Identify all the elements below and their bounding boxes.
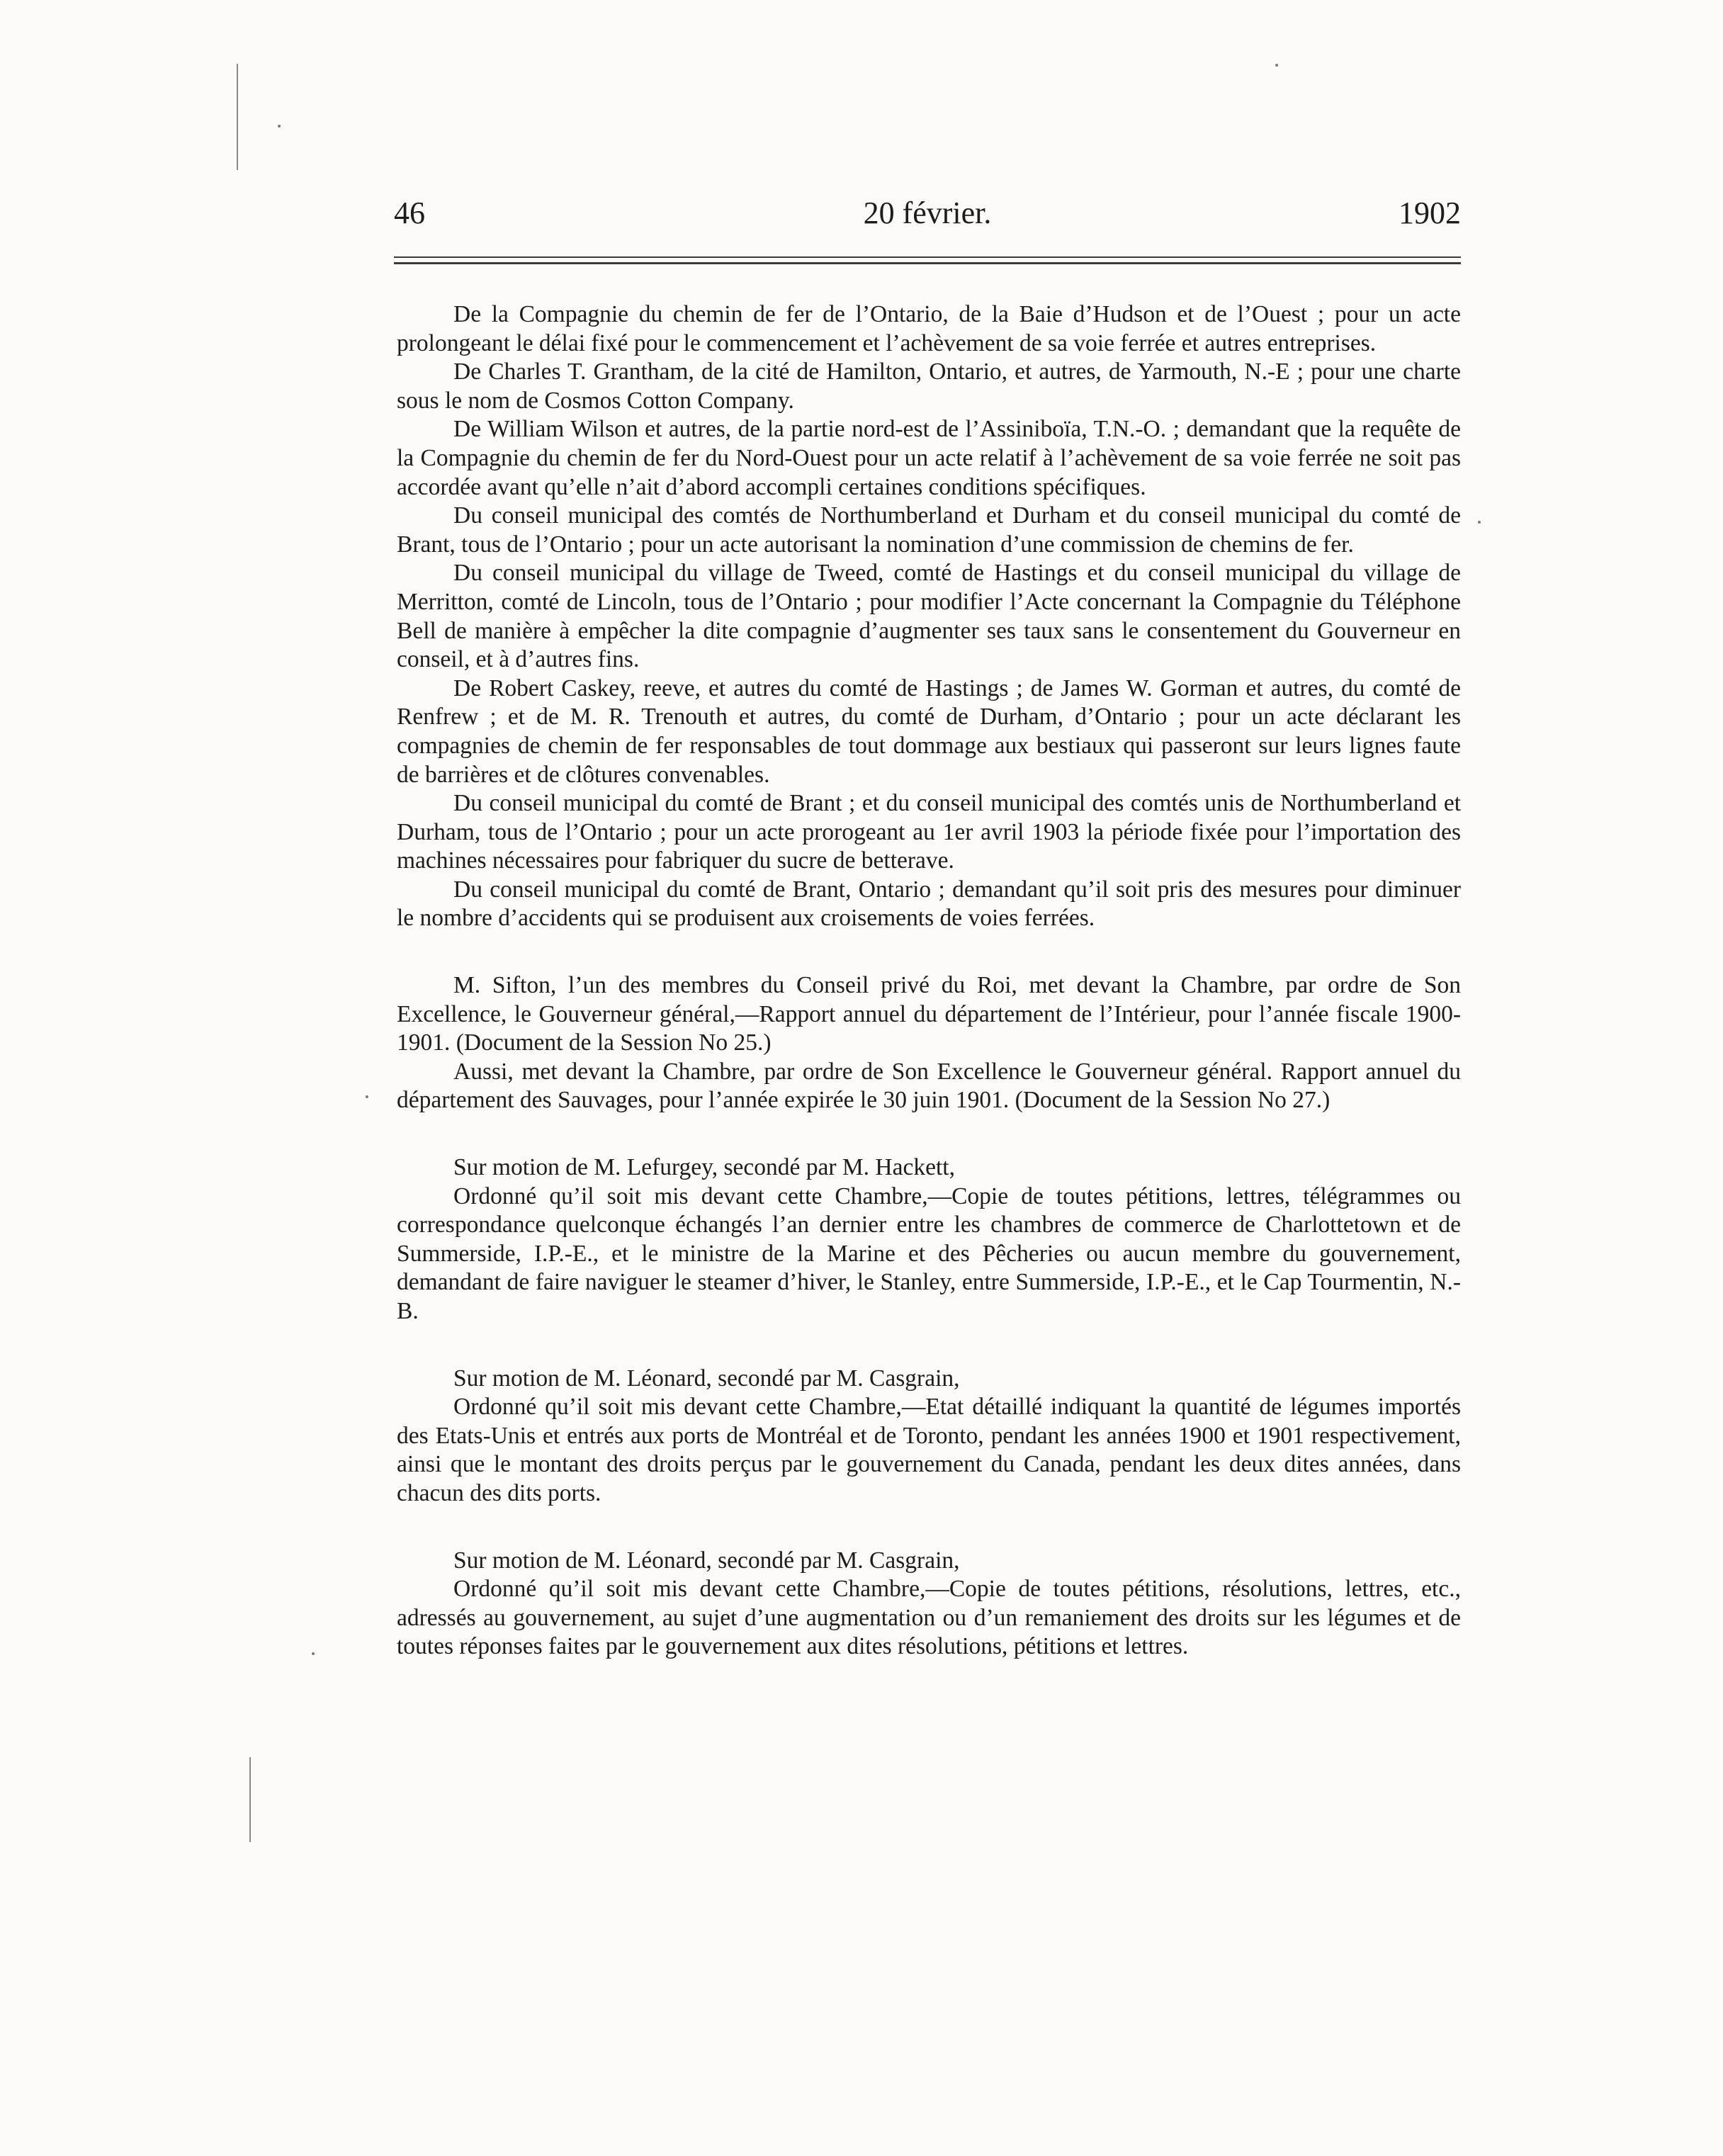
speck bbox=[366, 1095, 368, 1098]
speck bbox=[1275, 64, 1278, 67]
section-gap bbox=[397, 1115, 1461, 1153]
header-double-rule bbox=[394, 256, 1461, 269]
motion-section bbox=[397, 1365, 1461, 1508]
petition-paragraph: De la Compagnie du chemin de fer de l’Ontario, de la Baie d’Hudson et de l’Ouest ; pour un acte prolongeant le délai fixé pour le commencement et l’achèvement de sa voie ferrée et autres entreprises. bbox=[397, 301, 1461, 356]
header-date: 20 février. bbox=[863, 196, 992, 230]
motion-order: Ordonné qu’il soit mis devant cette Chambre,—Copie de toutes pétitions, résolutions, lettres, etc., adressés au gouvernement, au sujet d’une augmentation ou d’un remaniement des droits sur les légumes et de toutes réponses faites par le gouvernement aux dites résolutions, pétitions et lettres. bbox=[397, 1576, 1461, 1660]
header-rule bbox=[394, 256, 1461, 258]
motion-order: Ordonné qu’il soit mis devant cette Chambre,—Etat détaillé indiquant la quantité de légumes importés des Etats-Unis et entrés aux ports de Montréal et de Toronto, pendant les années 1900 et 1901 respectivement, ainsi que le montant des droits perçus par le gouvernement du Canada, pendant les deux dites années, dans chacun des dits ports. bbox=[397, 1394, 1461, 1506]
header-rule bbox=[394, 262, 1461, 264]
petitions-section bbox=[397, 300, 1461, 933]
petition-paragraph: Du conseil municipal des comtés de Northumberland et Durham et du conseil municipal du comté de Brant, tous de l’Ontario ; pour un acte autorisant la nomination d’une commission de chemins de fer. bbox=[397, 502, 1461, 558]
motion-section bbox=[397, 1547, 1461, 1661]
petition-paragraph: Du conseil municipal du village de Tweed, comté de Hastings et du conseil municipal du village de Merritton, comté de Lincoln, tous de l’Ontario ; pour modifier l’Acte concernant la Compagnie du Téléphone Bell de manière à empêcher la dite compagnie d’augmenter ses taux sans le consentement du Gouverneur en conseil, et à d’autres fins. bbox=[397, 560, 1461, 673]
motion-section bbox=[397, 1153, 1461, 1326]
petition-paragraph: Du conseil municipal du comté de Brant ; et du conseil municipal des comtés unis de Northumberland et Durham, tous de l’Ontario ; pour un acte prorogeant au 1er avril 1903 la période fixée pour l’importation des machines nécessaires pour fabriquer du sucre de betterave. bbox=[397, 790, 1461, 874]
report-paragraph: M. Sifton, l’un des membres du Conseil privé du Roi, met devant la Chambre, par ordre de Son Excellence, le Gouverneur général,—Rapport annuel du département de l’Intérieur, pour l’année fiscale 1900-1901. (Document de la Session No 25.) bbox=[397, 972, 1461, 1056]
section-gap bbox=[397, 933, 1461, 971]
petition-paragraph: De Robert Caskey, reeve, et autres du comté de Hastings ; de James W. Gorman et autres, du comté de Renfrew ; et de M. R. Trenouth et autres, du comté de Durham, d’Ontario ; pour un acte déclarant les compagnies de chemin de fer responsables de tout dommage aux bestiaux qui passeront sur leurs lignes faute de barrières et de clôtures convenables. bbox=[397, 675, 1461, 788]
page-header bbox=[394, 195, 1461, 237]
document-body bbox=[397, 300, 1461, 1661]
page-number: 46 bbox=[394, 196, 425, 230]
margin-mark bbox=[237, 64, 238, 170]
section-gap bbox=[397, 1508, 1461, 1547]
motion-heading: Sur motion de M. Léonard, secondé par M. Casgrain, bbox=[453, 1365, 960, 1392]
speck bbox=[1478, 521, 1481, 524]
motion-heading: Sur motion de M. Lefurgey, secondé par M. Hackett, bbox=[453, 1154, 955, 1181]
reports-section bbox=[397, 971, 1461, 1115]
report-paragraph: Aussi, met devant la Chambre, par ordre de Son Excellence le Gouverneur général. Rapport annuel du département des Sauvages, pour l’année expirée le 30 juin 1901. (Document de la Session No 27.) bbox=[397, 1058, 1461, 1114]
motion-order: Ordonné qu’il soit mis devant cette Chambre,—Copie de toutes pétitions, lettres, télégrammes ou correspondance quelconque échangés l’an dernier entre les chambres de commerce de Charlottetown et de Summerside, I.P.-E., et le ministre de la Marine et des Pêcheries ou aucun membre du gouvernement, demandant de faire naviguer le steamer d’hiver, le Stanley, entre Summerside, I.P.-E., et le Cap Tourmentin, N.-B. bbox=[397, 1183, 1461, 1324]
header-year: 1902 bbox=[1399, 196, 1461, 230]
petition-paragraph: De William Wilson et autres, de la partie nord-est de l’Assiniboïa, T.N.-O. ; demandant que la requête de la Compagnie du chemin de fer du Nord-Ouest pour un acte relatif à l’achèvement de sa voie ferrée ne soit pas accordée avant qu’elle n’ait d’abord accompli certaines conditions spécifiques. bbox=[397, 416, 1461, 500]
speck bbox=[278, 125, 281, 128]
speck bbox=[312, 1652, 315, 1655]
petition-paragraph: Du conseil municipal du comté de Brant, Ontario ; demandant qu’il soit pris des mesures pour diminuer le nombre d’accidents qui se produisent aux croisements de voies ferrées. bbox=[397, 876, 1461, 932]
petition-paragraph: De Charles T. Grantham, de la cité de Hamilton, Ontario, et autres, de Yarmouth, N.-E ; pour une charte sous le nom de Cosmos Cotton Company. bbox=[397, 359, 1461, 414]
motion-heading: Sur motion de M. Léonard, secondé par M. Casgrain, bbox=[453, 1547, 960, 1574]
section-gap bbox=[397, 1326, 1461, 1365]
margin-mark bbox=[249, 1757, 251, 1842]
